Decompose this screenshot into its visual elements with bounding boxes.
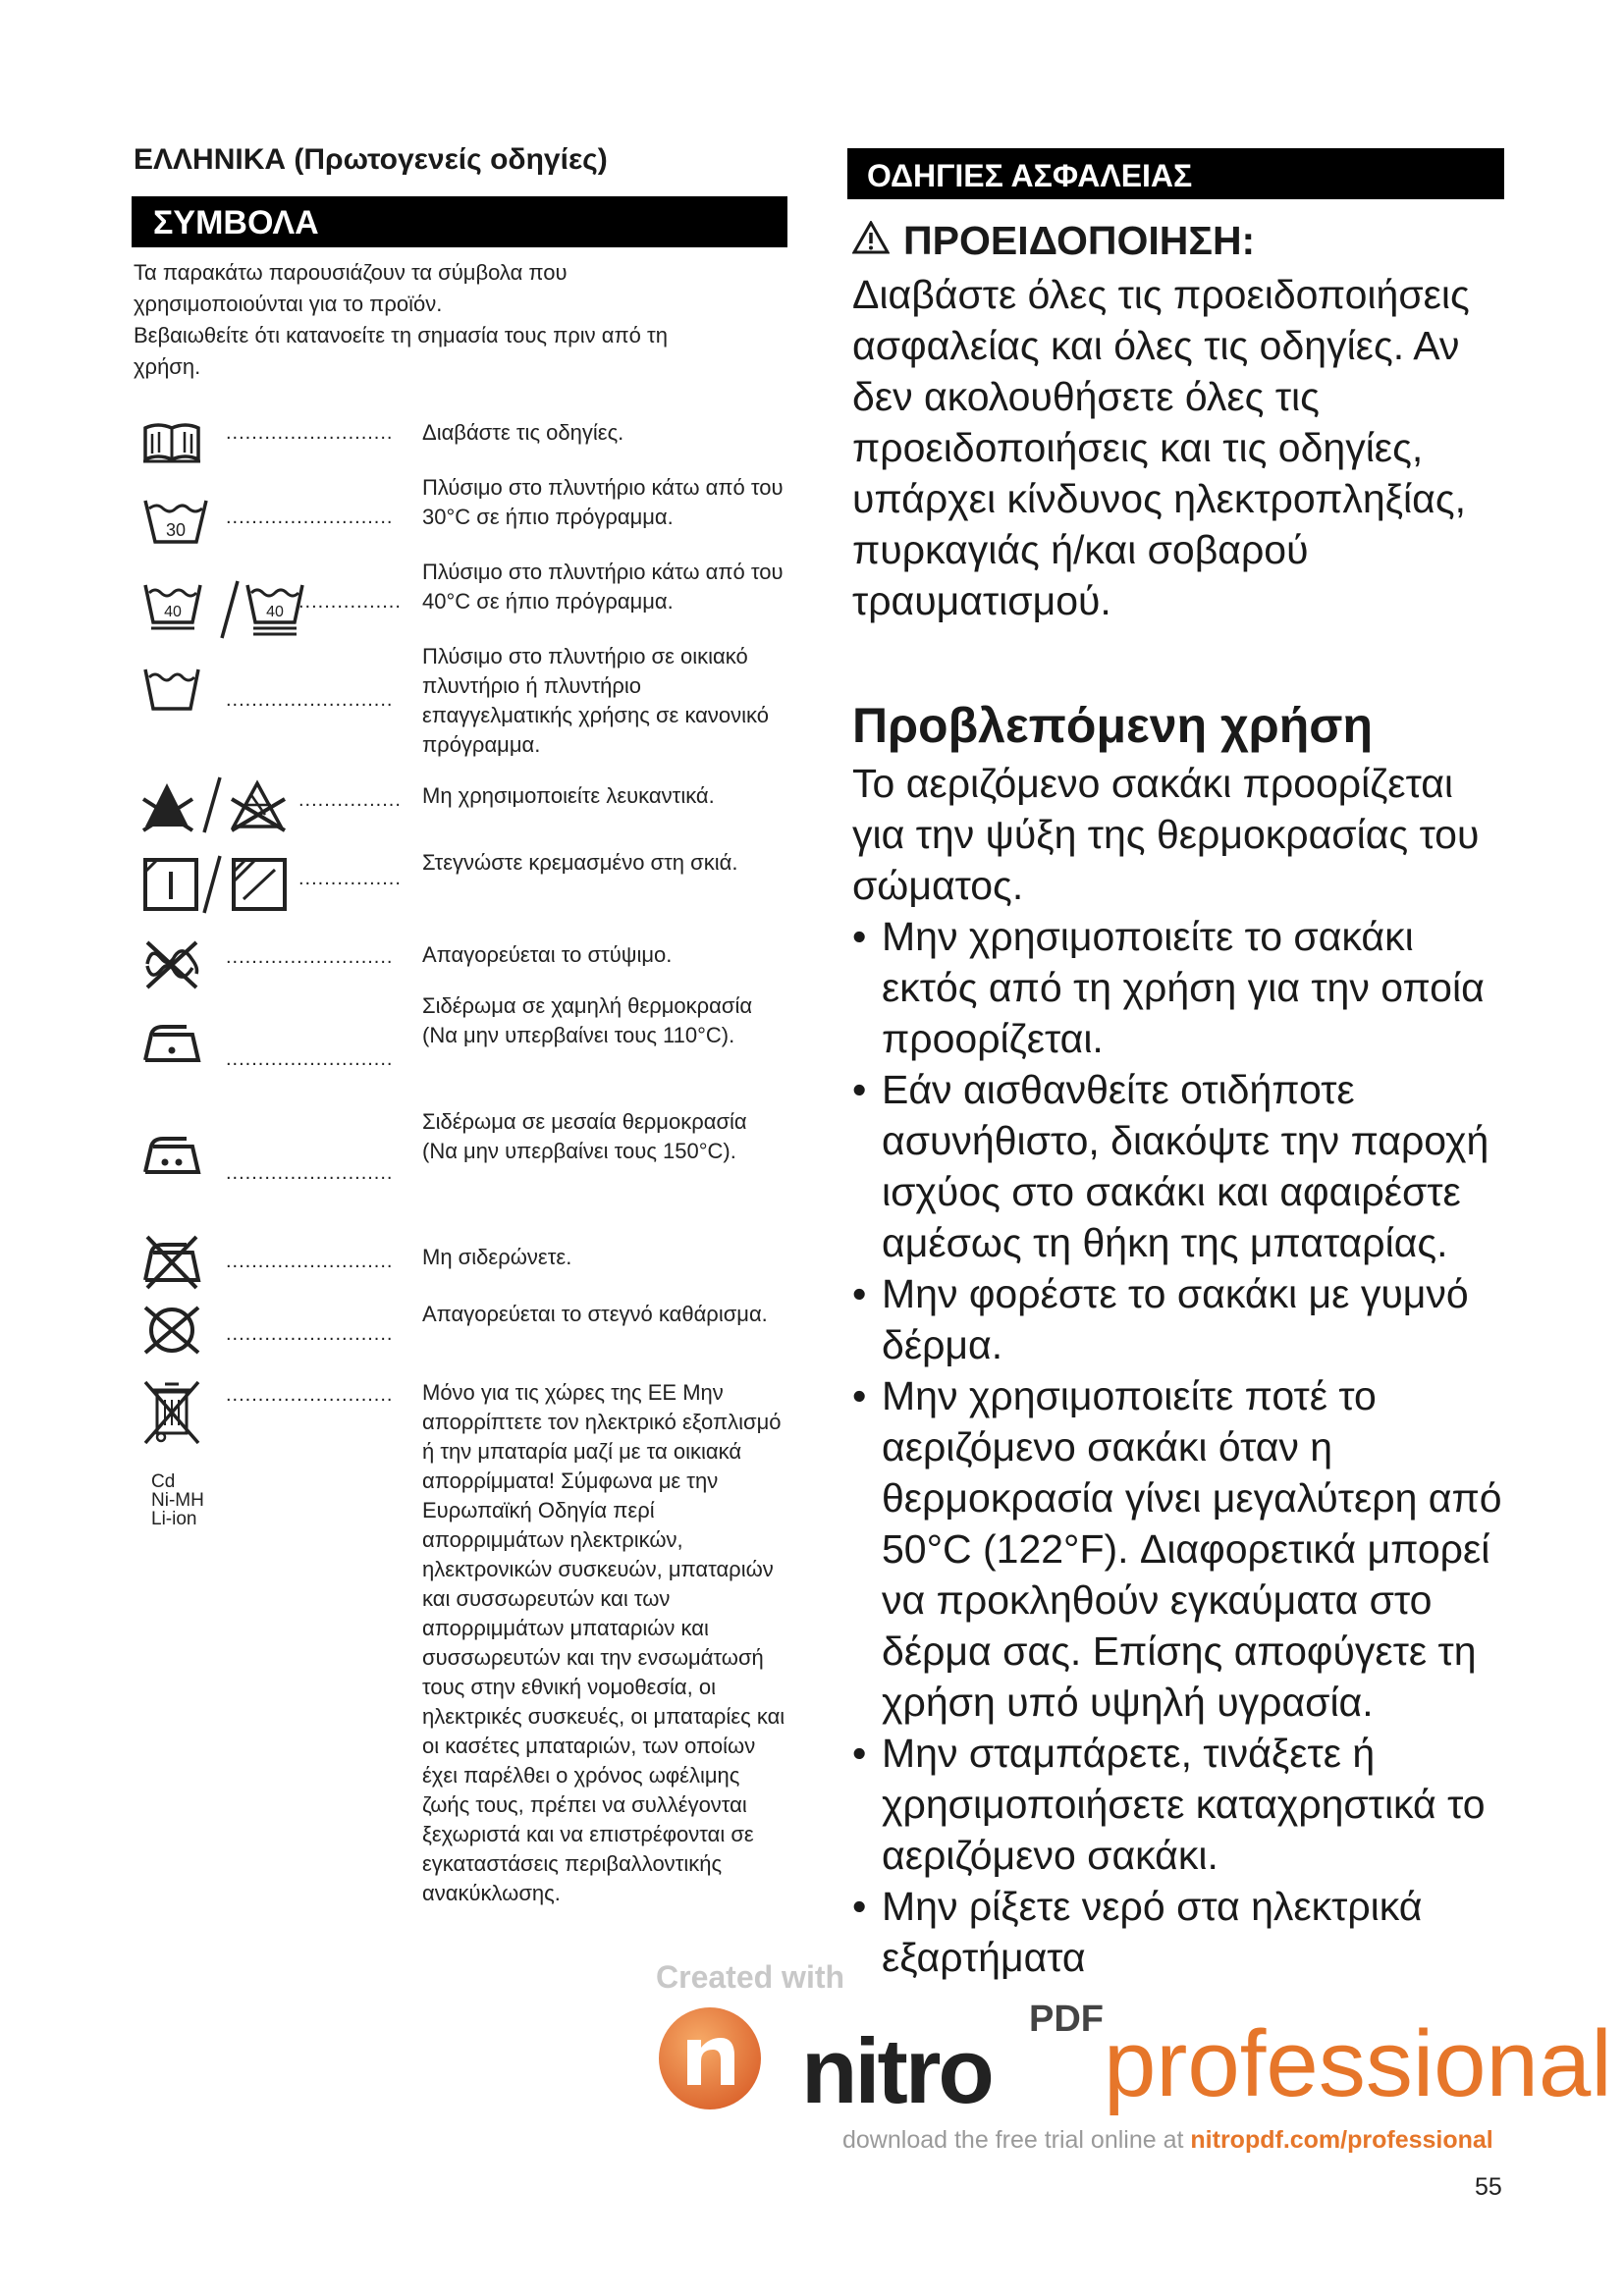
intended-use-heading: Προβλεπόμενη χρήση — [852, 698, 1374, 753]
nitro-watermark — [656, 1959, 1612, 2156]
symbol-description: Πλύσιμο στο πλυντήριο κάτω από του 40°C σε ήπιο πρόγραμμα. — [422, 560, 784, 614]
line-dry-shade-icon — [141, 854, 298, 915]
no-iron-icon — [141, 1233, 202, 1290]
symbol-description: Μη σιδερώνετε. — [422, 1245, 572, 1269]
iron-medium-icon — [141, 1129, 202, 1180]
symbols-intro — [134, 257, 782, 383]
intro-line: Βεβαιωθείτε ότι κατανοείτε τη σημασία τους πριν από τη — [134, 323, 668, 347]
warning-title: ΠΡΟΕΙΔΟΠΟΙΗΣΗ: — [903, 218, 1256, 263]
book-icon — [141, 420, 202, 465]
symbol-description: Σιδέρωμα σε μεσαία θερμοκρασία (Να μην υπερβαίνει τους 150°C). — [422, 1109, 747, 1163]
safety-heading: ΟΔΗΓΙΕΣ ΑΣΦΑΛΕΙΑΣ — [847, 148, 1504, 199]
dot-leader: .......................... — [226, 1384, 394, 1406]
warning-text: Διαβάστε όλες τις προειδοποιήσεις ασφαλείας και όλες τις οδηγίες. Αν δεν ακολουθήσετε όλες τις προειδοποιήσεις και τις οδηγίες, υπάρχει κίνδυνος ηλεκτροπληξίας, πυρκαγιάς ή/και σοβαρού τραυματισμού. — [852, 272, 1470, 623]
safety-bullet-list — [852, 911, 1510, 1983]
symbol-description: Μόνο για τις χώρες της ΕΕ Μην απορρίπτετε τον ηλεκτρικό εξοπλισμό ή την μπαταρία μαζί με τα οικιακά απορρίμματα! Σύμφωνα με την Ευρωπαϊκή Οδηγία περί απορριμμάτων ηλεκτρικών, ηλεκτρονικών συσκευών, μπαταριών και συσσωρευτών και των απορριμμάτων μπαταριών και συσσωρευτών και την ενσωμάτωσή τους στην εθνική νομοθεσία, οι ηλεκτρικές συσκευές, οι μπαταρίες και οι κασέτες μπαταριών, των οποίων έχει παρέλθει ο χρόνος ωφέλιμης ζωής τους, πρέπει να συλλέγονται ξεχωριστά και να επιστρέφονται σε εγκαταστάσεις περιβαλλοντικής ανακύκλωσης. — [422, 1380, 785, 1905]
iron-low-icon — [141, 1017, 202, 1068]
symbol-description: Διαβάστε τις οδηγίες. — [422, 420, 624, 445]
intended-use-body — [852, 758, 1510, 1983]
dot-leader: ................ — [298, 868, 402, 889]
intended-use-text: Το αεριζόμενο σακάκι προορίζεται για την ψύξη της θερμοκρασίας του σώματος. — [852, 761, 1480, 908]
wash-40-gentle-icon — [141, 579, 308, 640]
wash-tub-icon — [141, 664, 202, 719]
symbol-description: Σιδέρωμα σε χαμηλή θερμοκρασία (Να μην υπερβαίνει τους 110°C). — [422, 993, 753, 1047]
watermark-download-link[interactable]: nitropdf.com/professional — [1190, 2126, 1493, 2154]
dot-leader: .......................... — [226, 507, 394, 528]
no-bleach-icon — [141, 775, 298, 834]
no-dry-clean-icon — [141, 1302, 202, 1359]
page-number: 55 — [1475, 2173, 1502, 2201]
watermark-download-text: download the free trial online at — [842, 2126, 1191, 2154]
dot-leader: .......................... — [226, 946, 394, 968]
list-item: • Μην σταμπάρετε, τινάξετε ή χρησιμοποιήσετε καταχρηστικά το αεριζόμενο σακάκι. — [852, 1728, 1510, 1881]
symbol-description: Απαγορεύεται το στύψιμο. — [422, 942, 673, 967]
intro-line: χρήση. — [134, 354, 201, 379]
intro-line: Τα παρακάτω παρουσιάζουν τα σύμβολα που — [134, 260, 568, 285]
list-item: • Μην ρίξετε νερό στα ηλεκτρικά εξαρτήματα — [852, 1881, 1510, 1983]
battery-label: Li-ion — [151, 1509, 197, 1529]
weee-bin-icon — [141, 1378, 202, 1451]
symbol-description: Πλύσιμο στο πλυντήριο κάτω από του 30°C σε ήπιο πρόγραμμα. — [422, 475, 784, 529]
symbol-description: Πλύσιμο στο πλυντήριο σε οικιακό πλυντήριο ή πλυντήριο επαγγελματικής χρήσης σε κανονικό πρόγραμμα. — [422, 644, 769, 757]
dot-leader: ................ — [298, 591, 402, 613]
no-wring-icon — [141, 936, 202, 991]
svg-text:30: 30 — [165, 520, 187, 540]
dot-leader: .......................... — [226, 1323, 394, 1345]
battery-label: Cd — [151, 1471, 176, 1492]
nitro-logo-icon — [656, 2004, 764, 2117]
wash-30-icon — [141, 495, 210, 550]
watermark-download-line — [842, 2126, 1493, 2155]
watermark-brand-pdf: PDF — [1029, 1999, 1104, 2040]
svg-text:40: 40 — [266, 604, 284, 620]
symbols-heading: ΣΥΜΒΟΛΑ — [132, 196, 787, 247]
warning-triangle-icon — [852, 218, 890, 264]
dot-leader: .......................... — [226, 1162, 394, 1184]
list-item: • Εάν αισθανθείτε οτιδήποτε ασυνήθιστο, διακόψτε την παροχή ισχύος στο σακάκι και αφαιρέστε αμέσως τη θήκη της μπαταρίας. — [852, 1064, 1510, 1268]
battery-type-labels — [151, 1472, 204, 1528]
list-item: • Μην φορέστε το σακάκι με γυμνό δέρμα. — [852, 1268, 1510, 1370]
list-item: • Μην χρησιμοποιείτε ποτέ το αεριζόμενο σακάκι όταν η θερμοκρασία γίνει μεγαλύτερη από 50°C (122°F). Διαφορετικά μπορεί να προκληθούν εγκαύματα στο δέρμα σας. Επίσης αποφύγετε τη χρήση υπό υψηλή υγρασία. — [852, 1370, 1510, 1728]
watermark-brand-nitro: nitro — [801, 2019, 992, 2122]
symbol-description: Απαγορεύεται το στεγνό καθάρισμα. — [422, 1302, 768, 1326]
dot-leader: .......................... — [226, 1048, 394, 1070]
symbol-description: Στεγνώστε κρεμασμένο στη σκιά. — [422, 850, 738, 875]
watermark-created-with: Created with — [656, 1959, 845, 1995]
dot-leader: .......................... — [226, 422, 394, 444]
dot-leader: .......................... — [226, 689, 394, 711]
warning-heading — [852, 218, 1255, 264]
battery-label: Ni-MH — [151, 1490, 204, 1511]
dot-leader: ................ — [298, 789, 402, 811]
page-title: ΕΛΛΗΝΙΚΑ (Πρωτογενείς οδηγίες) — [134, 143, 608, 176]
symbol-description: Μη χρησιμοποιείτε λευκαντικά. — [422, 783, 715, 808]
list-item: • Μην χρησιμοποιείτε το σακάκι εκτός από τη χρήση για την οποία προορίζεται. — [852, 911, 1510, 1064]
svg-text:40: 40 — [164, 604, 182, 620]
watermark-brand-professional: professional — [1104, 2011, 1612, 2116]
intro-line: χρησιμοποιούνται για το προϊόν. — [134, 292, 443, 316]
dot-leader: .......................... — [226, 1251, 394, 1272]
